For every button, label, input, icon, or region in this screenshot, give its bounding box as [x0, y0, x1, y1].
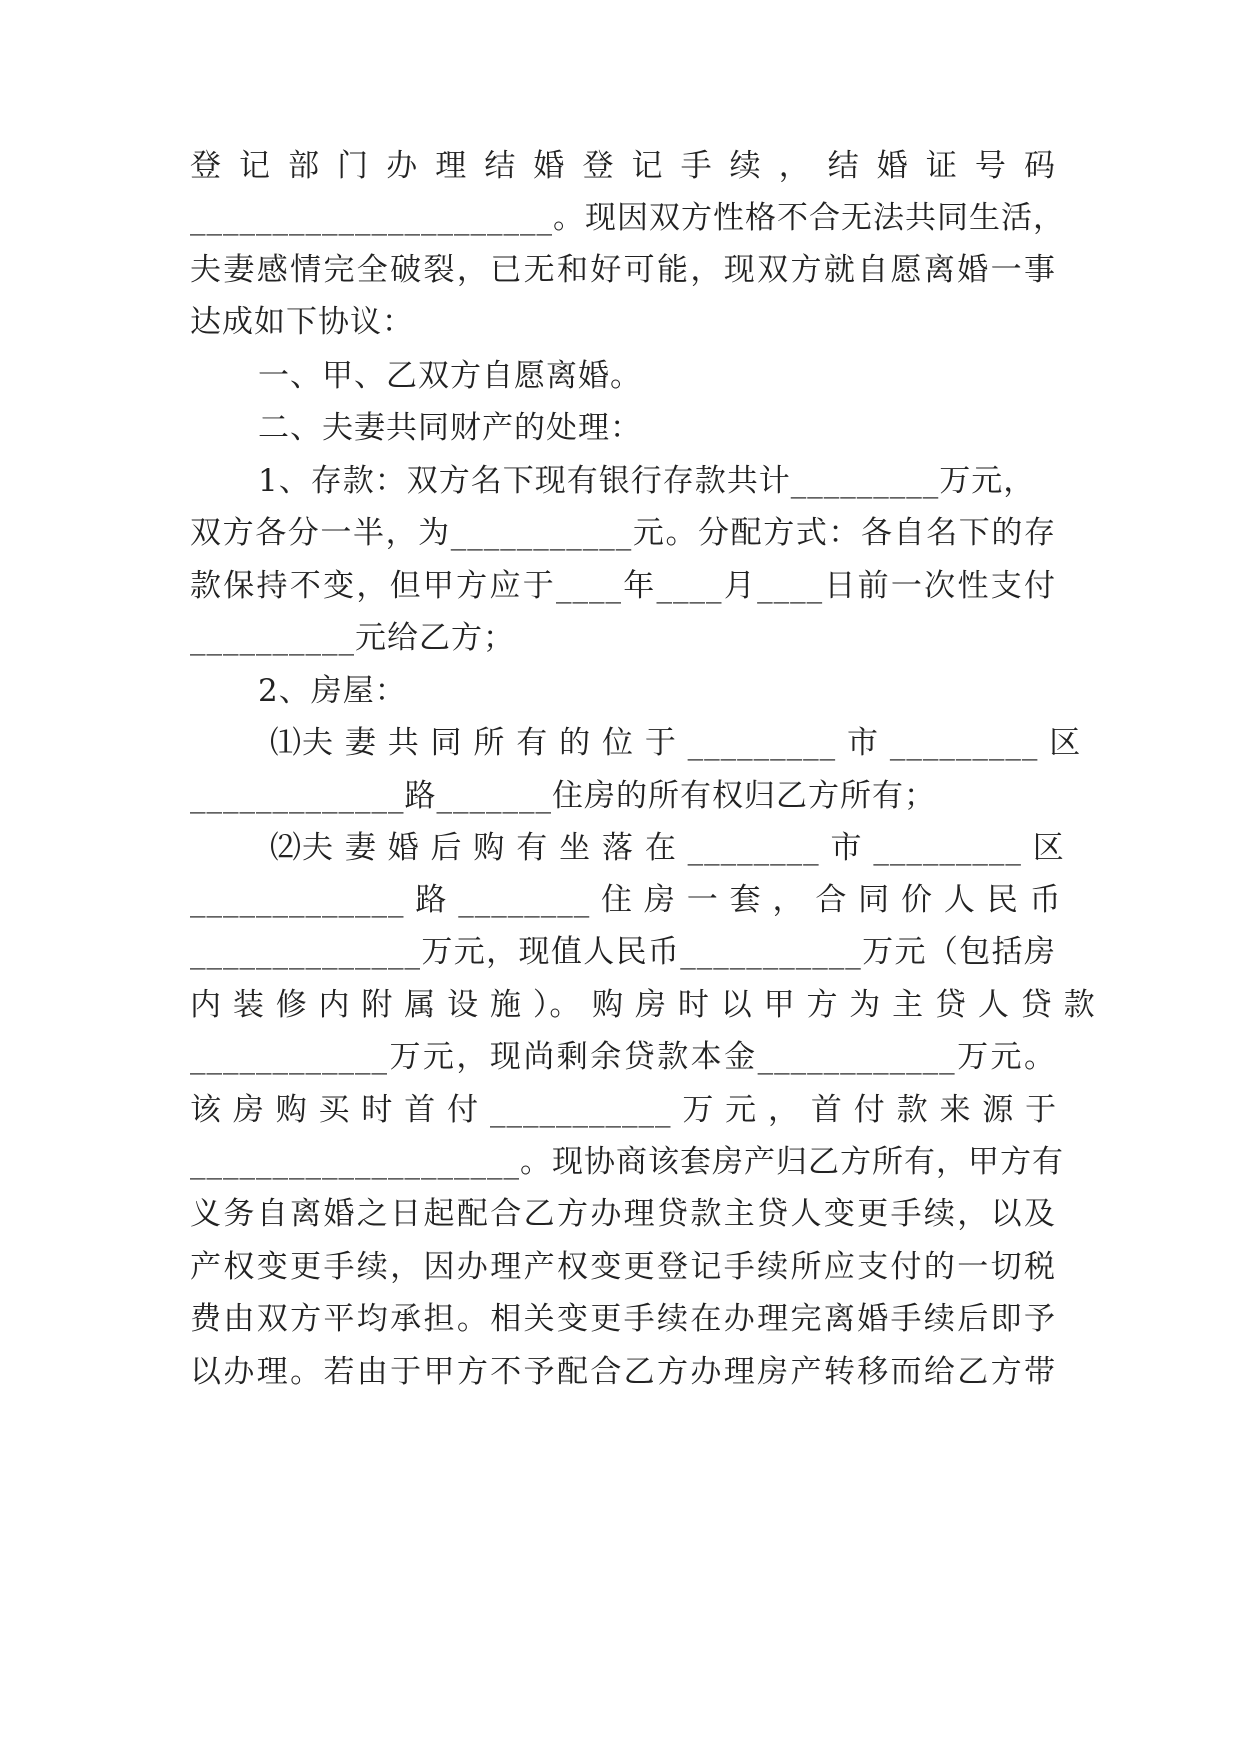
- text-line-8: 双方各分一半，为___________元。分配方式：各自名下的存: [190, 515, 1056, 551]
- text-line-4: 达成如下协议：: [190, 304, 414, 340]
- text-line-9: 款保持不变，但甲方应于____年____月____日前一次性支付: [190, 568, 1056, 604]
- text-line-23: 费由双方平均承担。相关变更手续在办理完离婚手续后即予: [190, 1301, 1056, 1337]
- text-line-10: __________元给乙方；: [190, 620, 515, 656]
- text-line-16: ______________万元，现值人民币___________万元（包括房: [190, 934, 1056, 970]
- text-line-17: 内 装 修 内 附 属 设 施 ）。 购 房 时 以 甲 方 为 主 贷 人 贷 款: [190, 987, 1096, 1023]
- clause-2-heading: 二、夫妻共同财产的处理：: [258, 410, 642, 446]
- item-2-house: 2、房屋：: [258, 673, 407, 709]
- text-line-2: ______________________。现因双方性格不合无法共同生活，: [190, 200, 1065, 236]
- item-1-deposit: 1、存款：双方名下现有银行存款共计_________万元，: [258, 463, 1036, 499]
- clause-1: 一、甲、乙双方自愿离婚。: [258, 358, 642, 394]
- text-line-3: 夫妻感情完全破裂，已无和好可能，现双方就自愿离婚一事: [190, 252, 1056, 288]
- sub-item-1: ⑴夫 妻 共 同 所 有 的 位 于 _________ 市 _________ 区: [270, 725, 1082, 761]
- text-line-15: _____________ 路 ________ 住 房 一 套 ， 合 同 价 人 民 币: [190, 882, 1062, 918]
- text-line-1: 登 记 部 门 办 理 结 婚 登 记 手 续 ， 结 婚 证 号 码: [190, 148, 1056, 184]
- sub-item-2: ⑵夫 妻 婚 后 购 有 坐 落 在 ________ 市 _________ 区: [270, 830, 1065, 866]
- text-line-24: 以办理。若由于甲方不予配合乙方办理房产转移而给乙方带: [190, 1354, 1056, 1390]
- text-line-21: 义务自离婚之日起配合乙方办理贷款主贷人变更手续，以及: [190, 1196, 1056, 1232]
- text-line-19: 该 房 购 买 时 首 付 ___________ 万 元 ， 首 付 款 来 源 于: [190, 1092, 1058, 1128]
- text-line-22: 产权变更手续，因办理产权变更登记手续所应支付的一切税: [190, 1249, 1056, 1285]
- text-line-18: ____________万元，现尚剩余贷款本金____________万元。: [190, 1039, 1056, 1075]
- text-line-20: ____________________。现协商该套房产归乙方所有，甲方有: [190, 1144, 1064, 1180]
- text-line-13: _____________路_______住房的所有权归乙方所有；: [190, 778, 936, 814]
